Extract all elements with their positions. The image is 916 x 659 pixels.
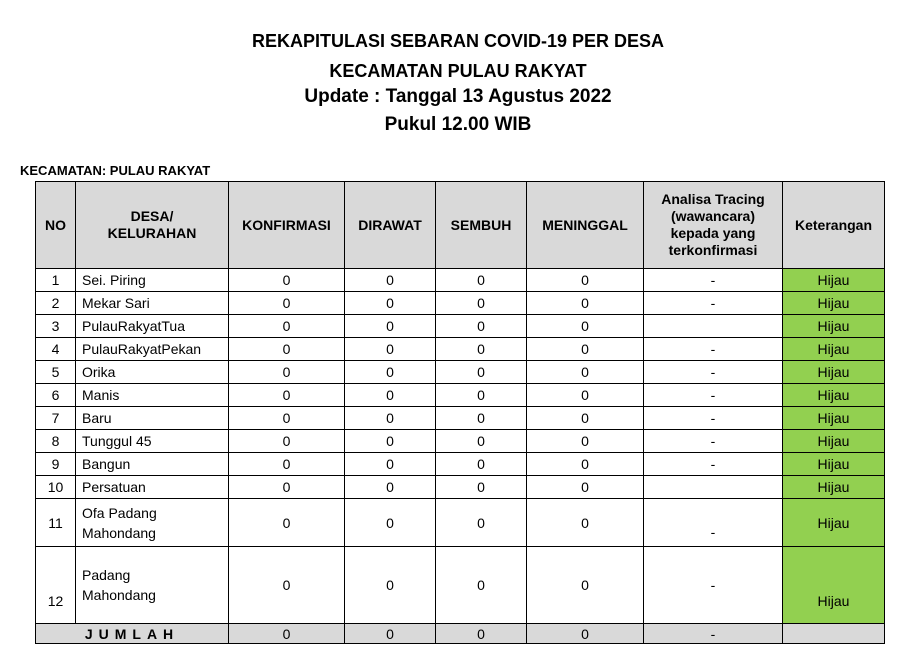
cell-konfirmasi: 0 (229, 292, 345, 315)
cell-desa (76, 499, 229, 547)
cell-sembuh: 0 (436, 547, 527, 624)
cell-desa-line2: Mahondang (82, 587, 156, 603)
cell-keterangan: Hijau (783, 430, 885, 453)
cell-konfirmasi: 0 (229, 338, 345, 361)
cell-desa-line1: Ofa Padang (82, 504, 157, 521)
cell-dirawat: 0 (345, 361, 436, 384)
cell-desa: Tunggul 45 (76, 430, 229, 453)
cell-sembuh: 0 (436, 338, 527, 361)
cell-keterangan: Hijau (783, 407, 885, 430)
cell-tracing: - (644, 430, 783, 453)
cell-dirawat: 0 (345, 453, 436, 476)
cell-desa: Orika (76, 361, 229, 384)
cell-keterangan: Hijau (783, 269, 885, 292)
cell-desa: PulauRakyatPekan (76, 338, 229, 361)
col-header-desa-line2: KELURAHAN (107, 225, 197, 241)
total-konfirmasi: 0 (229, 624, 345, 644)
col-header-tracing-line3: kepada yang (670, 225, 756, 241)
cell-desa: Sei. Piring (76, 269, 229, 292)
cell-tracing: - (644, 361, 783, 384)
cell-meninggal: 0 (527, 499, 644, 547)
cell-tracing: - (644, 499, 783, 547)
cell-desa: Persatuan (76, 476, 229, 499)
table-row (36, 384, 885, 407)
cell-keterangan: Hijau (783, 292, 885, 315)
kecamatan-label: KECAMATAN: PULAU RAKYAT (20, 163, 211, 178)
cell-meninggal: 0 (527, 384, 644, 407)
title-line-2: KECAMATAN PULAU RAKYAT (329, 61, 587, 81)
cell-sembuh: 0 (436, 430, 527, 453)
cell-no: 2 (36, 292, 76, 315)
cell-meninggal: 0 (527, 361, 644, 384)
cell-tracing (644, 476, 783, 499)
cell-dirawat: 0 (345, 476, 436, 499)
cell-desa: Baru (76, 407, 229, 430)
cell-keterangan: Hijau (783, 384, 885, 407)
total-tracing: - (644, 624, 783, 644)
table-row (36, 453, 885, 476)
cell-meninggal: 0 (527, 407, 644, 430)
title-line-1: REKAPITULASI SEBARAN COVID-19 PER DESA (251, 31, 665, 51)
col-header-tracing-line1: Analisa Tracing (661, 191, 765, 207)
cell-sembuh: 0 (436, 407, 527, 430)
cell-sembuh: 0 (436, 269, 527, 292)
table-row (36, 315, 885, 338)
cell-tracing (644, 315, 783, 338)
cell-dirawat: 0 (345, 430, 436, 453)
cell-dirawat: 0 (345, 547, 436, 624)
col-header-keterangan: Keterangan (783, 182, 885, 269)
cell-meninggal: 0 (527, 453, 644, 476)
cell-desa-line2: Mahondang (82, 524, 156, 541)
cell-sembuh: 0 (436, 384, 527, 407)
cell-meninggal: 0 (527, 292, 644, 315)
cell-dirawat: 0 (345, 315, 436, 338)
cell-desa: Mekar Sari (76, 292, 229, 315)
cell-meninggal: 0 (527, 476, 644, 499)
cell-meninggal: 0 (527, 430, 644, 453)
cell-sembuh: 0 (436, 499, 527, 547)
cell-dirawat: 0 (345, 338, 436, 361)
cell-konfirmasi: 0 (229, 430, 345, 453)
table-row (36, 269, 885, 292)
cell-desa: Bangun (76, 453, 229, 476)
cell-keterangan: Hijau (783, 361, 885, 384)
cell-no: 7 (36, 407, 76, 430)
cell-no: 10 (36, 476, 76, 499)
table-row (36, 292, 885, 315)
cell-meninggal: 0 (527, 338, 644, 361)
cell-meninggal: 0 (527, 269, 644, 292)
col-header-konfirmasi: KONFIRMASI (229, 182, 345, 269)
cell-tracing: - (644, 407, 783, 430)
col-header-dirawat: DIRAWAT (345, 182, 436, 269)
cell-meninggal: 0 (527, 315, 644, 338)
total-sembuh: 0 (436, 624, 527, 644)
cell-keterangan: Hijau (783, 547, 885, 624)
cell-tracing: - (644, 338, 783, 361)
col-header-tracing-line2: (wawancara) (670, 208, 756, 224)
table-row (36, 547, 885, 624)
col-header-desa (76, 182, 229, 269)
cell-tracing: - (644, 547, 783, 624)
col-header-no: NO (36, 182, 76, 269)
cell-dirawat: 0 (345, 499, 436, 547)
cell-dirawat: 0 (345, 292, 436, 315)
cell-desa (76, 547, 229, 624)
cell-keterangan: Hijau (783, 453, 885, 476)
cell-no: 4 (36, 338, 76, 361)
covid-table (35, 181, 885, 644)
cell-sembuh: 0 (436, 292, 527, 315)
cell-dirawat: 0 (345, 269, 436, 292)
cell-sembuh: 0 (436, 453, 527, 476)
cell-desa: Manis (76, 384, 229, 407)
cell-no: 3 (36, 315, 76, 338)
col-header-sembuh: SEMBUH (436, 182, 527, 269)
col-header-tracing-line4: terkonfirmasi (668, 242, 758, 258)
cell-sembuh: 0 (436, 315, 527, 338)
cell-konfirmasi: 0 (229, 361, 345, 384)
cell-no: 9 (36, 453, 76, 476)
total-row (36, 624, 885, 644)
table-row (36, 338, 885, 361)
cell-sembuh: 0 (436, 361, 527, 384)
cell-meninggal: 0 (527, 547, 644, 624)
cell-tracing: - (644, 453, 783, 476)
table-row (36, 476, 885, 499)
cell-konfirmasi: 0 (229, 499, 345, 547)
cell-dirawat: 0 (345, 407, 436, 430)
cell-no: 6 (36, 384, 76, 407)
cell-konfirmasi: 0 (229, 315, 345, 338)
cell-no: 8 (36, 430, 76, 453)
cell-keterangan: Hijau (783, 338, 885, 361)
total-meninggal: 0 (527, 624, 644, 644)
table-header-row (36, 182, 885, 269)
cell-no: 12 (36, 547, 76, 624)
total-keterangan (783, 624, 885, 644)
cell-tracing: - (644, 292, 783, 315)
cell-keterangan: Hijau (783, 315, 885, 338)
cell-konfirmasi: 0 (229, 407, 345, 430)
cell-no: 11 (36, 499, 76, 547)
table-row (36, 499, 885, 547)
table-row (36, 407, 885, 430)
col-header-desa-line1: DESA/ (130, 208, 174, 224)
update-date: Update : Tanggal 13 Agustus 2022 (304, 86, 612, 107)
cell-konfirmasi: 0 (229, 384, 345, 407)
cell-konfirmasi: 0 (229, 476, 345, 499)
table-row (36, 361, 885, 384)
cell-konfirmasi: 0 (229, 453, 345, 476)
cell-desa: PulauRakyatTua (76, 315, 229, 338)
update-time: Pukul 12.00 WIB (384, 114, 532, 135)
table-row (36, 430, 885, 453)
cell-dirawat: 0 (345, 384, 436, 407)
total-dirawat: 0 (345, 624, 436, 644)
cell-keterangan: Hijau (783, 476, 885, 499)
cell-konfirmasi: 0 (229, 547, 345, 624)
col-header-meninggal: MENINGGAL (527, 182, 644, 269)
cell-desa-line1: Padang (82, 567, 131, 583)
cell-keterangan: Hijau (783, 499, 885, 547)
cell-no: 5 (36, 361, 76, 384)
total-label: JUMLAH (36, 624, 229, 644)
cell-sembuh: 0 (436, 476, 527, 499)
cell-tracing: - (644, 269, 783, 292)
col-header-tracing (644, 182, 783, 269)
cell-tracing: - (644, 384, 783, 407)
cell-konfirmasi: 0 (229, 269, 345, 292)
cell-no: 1 (36, 269, 76, 292)
